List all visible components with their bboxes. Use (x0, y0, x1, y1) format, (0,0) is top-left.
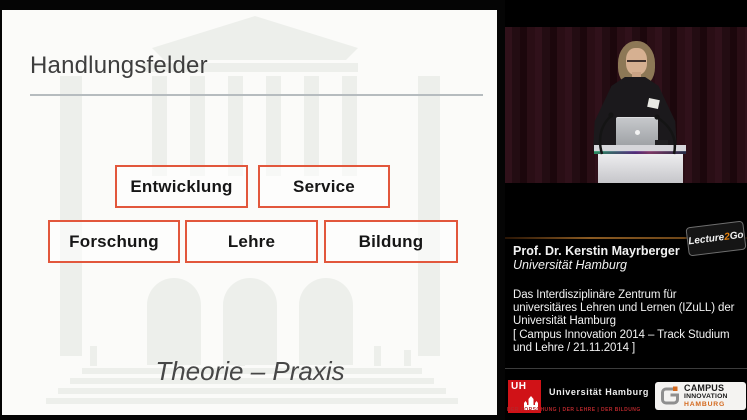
talk-title-line: universitäres Lehren und Lernen (IZuLL) der (513, 302, 735, 314)
event-info-line: und Lehre / 21.11.2014 ] (513, 342, 636, 354)
slide-box-entwicklung: Entwicklung (115, 165, 248, 208)
event-info-line: [ Campus Innovation 2014 – Track Studium (513, 329, 730, 341)
slide-box-forschung: Forschung (48, 220, 180, 263)
uhh-logo-name: Universität Hamburg (549, 387, 649, 397)
slide-title: Handlungsfelder (30, 52, 208, 79)
campus-innovation-line3: HAMBURG (684, 400, 726, 408)
talk-title-line: Das Interdisziplinäre Zentrum für (513, 289, 677, 301)
slide-box-lehre: Lehre (185, 220, 318, 263)
gooseneck-microphones (505, 27, 747, 183)
talk-title-line: Universität Hamburg (513, 315, 616, 327)
uhh-logo-tagline: DER FORSCHUNG | DER LEHRE | DER BILDUNG (507, 407, 641, 413)
slide-box-service: Service (258, 165, 390, 208)
uhh-logo-abbr: UH (511, 381, 527, 392)
footer-logo-bar (505, 369, 747, 420)
speaker-video[interactable] (505, 0, 747, 237)
stage-curtain-backdrop (505, 27, 747, 183)
speaker-affiliation: Universität Hamburg (513, 257, 627, 272)
event-info (513, 329, 743, 355)
talk-title (513, 289, 743, 328)
campus-innovation-line1: CAMPUS (684, 383, 725, 393)
campus-innovation-line2: INNOVATION (684, 393, 728, 400)
lecture2go-logo-go: Go (729, 229, 745, 243)
slide-footer-text: Theorie – Praxis (155, 356, 345, 386)
slide-box-bildung: Bildung (324, 220, 458, 263)
campus-innovation-icon (659, 385, 681, 407)
campus-innovation-logo (655, 382, 746, 410)
lecture-info-panel (505, 239, 747, 368)
slide-title-divider (30, 94, 483, 96)
speaker-name-text: Prof. Dr. Kerstin Mayrberger (513, 244, 680, 258)
lecture2go-logo-text: Lecture (687, 232, 725, 248)
lecture2go-logo-2: 2 (723, 231, 731, 243)
presentation-slide (2, 10, 497, 415)
